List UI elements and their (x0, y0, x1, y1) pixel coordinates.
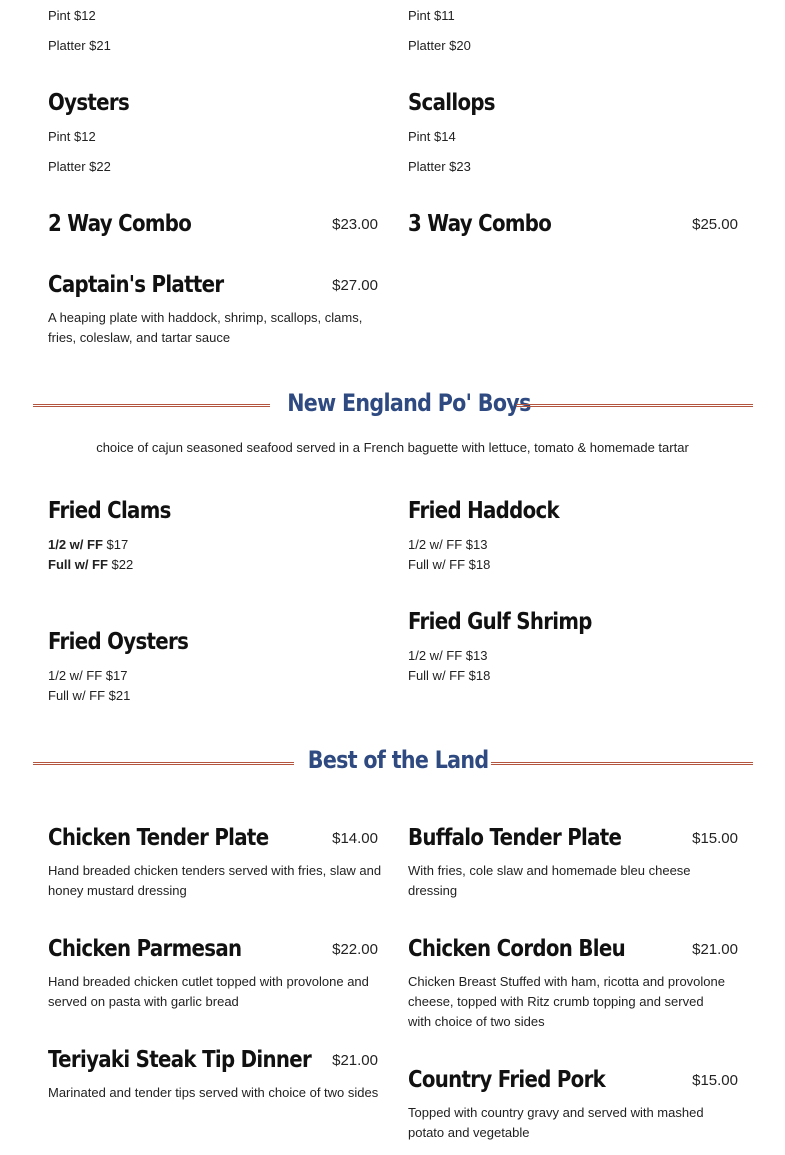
fried-clams-half-price: $17 (102, 537, 129, 552)
country-fried-pork-description: Topped with country gravy and served with mashed potato and vegetable (408, 1105, 704, 1140)
scallops-pint: Pint $14 (408, 129, 456, 144)
combo-3-title: 3 Way Combo (408, 211, 552, 237)
poboys-section-title: New England Po' Boys (287, 389, 531, 417)
fried-clams-full-price: $22 (107, 557, 134, 572)
fried-gulf-shrimp-title: Fried Gulf Shrimp (408, 609, 592, 635)
section-rule-left (33, 762, 294, 765)
right-pint-price: Pint $11 (408, 8, 455, 23)
captains-platter-description: A heaping plate with haddock, shrimp, scallops, clams, fries, coleslaw, and tartar sauce (48, 310, 363, 345)
teriyaki-steak-tip-dinner-title: Teriyaki Steak Tip Dinner (48, 1047, 312, 1073)
chicken-tender-plate-title: Chicken Tender Plate (48, 825, 269, 851)
chicken-parmesan-title: Chicken Parmesan (48, 936, 242, 962)
left-pint-price: Pint $12 (48, 8, 96, 23)
fried-oysters-full: Full w/ FF $21 (48, 688, 131, 703)
fried-haddock-full: Full w/ FF $18 (408, 557, 491, 572)
fried-gulf-shrimp-half: 1/2 w/ FF $13 (408, 648, 488, 663)
section-rule-right (491, 762, 753, 765)
scallops-platter: Platter $23 (408, 159, 471, 174)
left-platter-price: Platter $21 (48, 38, 111, 53)
combo-3-price: $25.00 (692, 216, 738, 233)
country-fried-pork-price: $15.00 (692, 1072, 738, 1089)
chicken-cordon-bleu-price: $21.00 (692, 941, 738, 958)
oysters-pint: Pint $12 (48, 129, 96, 144)
chicken-cordon-bleu-description: Chicken Breast Stuffed with ham, ricotta and provolone cheese, topped with Ritz crumb topping and served with choice of two sides (408, 974, 725, 1029)
combo-2-title: 2 Way Combo (48, 211, 192, 237)
fried-clams-full-label: Full w/ FF (48, 557, 108, 572)
fried-clams-title: Fried Clams (48, 498, 171, 524)
chicken-tender-plate-price: $14.00 (332, 830, 378, 847)
captains-platter-title: Captain's Platter (48, 272, 224, 298)
chicken-tender-plate-description: Hand breaded chicken tenders served with fries, slaw and honey mustard dressing (48, 863, 382, 898)
fried-clams-full (48, 558, 133, 571)
combo-2-price: $23.00 (332, 216, 378, 233)
country-fried-pork-title: Country Fried Pork (408, 1067, 606, 1093)
buffalo-tender-plate-title: Buffalo Tender Plate (408, 825, 622, 851)
poboys-subtitle: choice of cajun seasoned seafood served in a French baguette with lettuce, tomato & homemade tartar (96, 440, 689, 455)
land-section-title: Best of the Land (307, 746, 489, 774)
fried-clams-half-label: 1/2 w/ FF (48, 537, 103, 552)
fried-oysters-title: Fried Oysters (48, 629, 189, 655)
chicken-cordon-bleu-title: Chicken Cordon Bleu (408, 936, 625, 962)
chicken-parmesan-price: $22.00 (332, 941, 378, 958)
scallops-title: Scallops (408, 90, 495, 116)
fried-haddock-title: Fried Haddock (408, 498, 559, 524)
teriyaki-steak-tip-dinner-price: $21.00 (332, 1052, 378, 1069)
chicken-parmesan-description: Hand breaded chicken cutlet topped with provolone and served on pasta with garlic bread (48, 974, 369, 1009)
section-rule-right (516, 404, 753, 407)
buffalo-tender-plate-price: $15.00 (692, 830, 738, 847)
right-platter-price: Platter $20 (408, 38, 471, 53)
fried-gulf-shrimp-full: Full w/ FF $18 (408, 668, 491, 683)
fried-clams-half (48, 538, 128, 551)
fried-oysters-half: 1/2 w/ FF $17 (48, 668, 128, 683)
teriyaki-steak-tip-dinner-description: Marinated and tender tips served with choice of two sides (48, 1085, 379, 1100)
oysters-platter: Platter $22 (48, 159, 111, 174)
oysters-title: Oysters (48, 90, 130, 116)
buffalo-tender-plate-description: With fries, cole slaw and homemade bleu cheese dressing (408, 863, 691, 898)
section-rule-left (33, 404, 270, 407)
fried-haddock-half: 1/2 w/ FF $13 (408, 537, 488, 552)
captains-platter-price: $27.00 (332, 277, 378, 294)
